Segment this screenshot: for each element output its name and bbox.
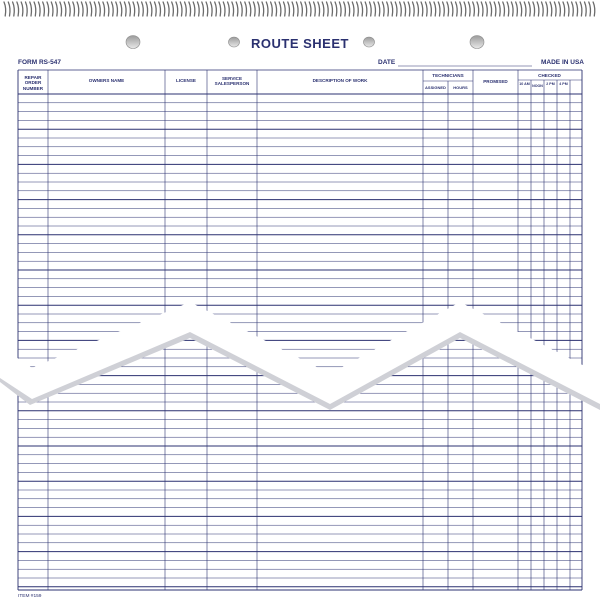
column-header-repair-order: REPAIR ORDER NUMBER	[22, 75, 44, 91]
column-header-checked-10am: 10 AM	[519, 82, 530, 86]
page-tear	[0, 302, 600, 410]
date-label: DATE	[378, 59, 396, 66]
column-header-assigned: ASSIGNED	[425, 85, 446, 90]
column-header-checked-noon: NOON	[532, 84, 543, 88]
made-in-label: MADE IN USA	[541, 59, 584, 66]
form-number: FORM RS-547	[18, 59, 61, 66]
page-title: ROUTE SHEET	[251, 36, 349, 51]
item-number: ITEM #159	[18, 594, 42, 599]
column-header-checked-2pm: 2 PM	[546, 82, 555, 86]
column-header-hours: HOURS	[453, 85, 468, 90]
column-header-promised: PROMISED	[483, 79, 508, 84]
column-header-service-salesperson: SERVICE SALESPERSON	[214, 76, 250, 87]
column-header-owners-name: OWNERS NAME	[88, 78, 125, 83]
column-header-technicians: TECHNICIANS	[432, 73, 464, 78]
column-header-checked-4pm: 4 PM	[559, 82, 568, 86]
column-header-description: DESCRIPTION OF WORK	[312, 78, 368, 83]
column-header-license: LICENSE	[176, 78, 196, 83]
spiral-binding-icon	[4, 2, 595, 16]
column-header-checked: CHECKED	[538, 73, 561, 78]
